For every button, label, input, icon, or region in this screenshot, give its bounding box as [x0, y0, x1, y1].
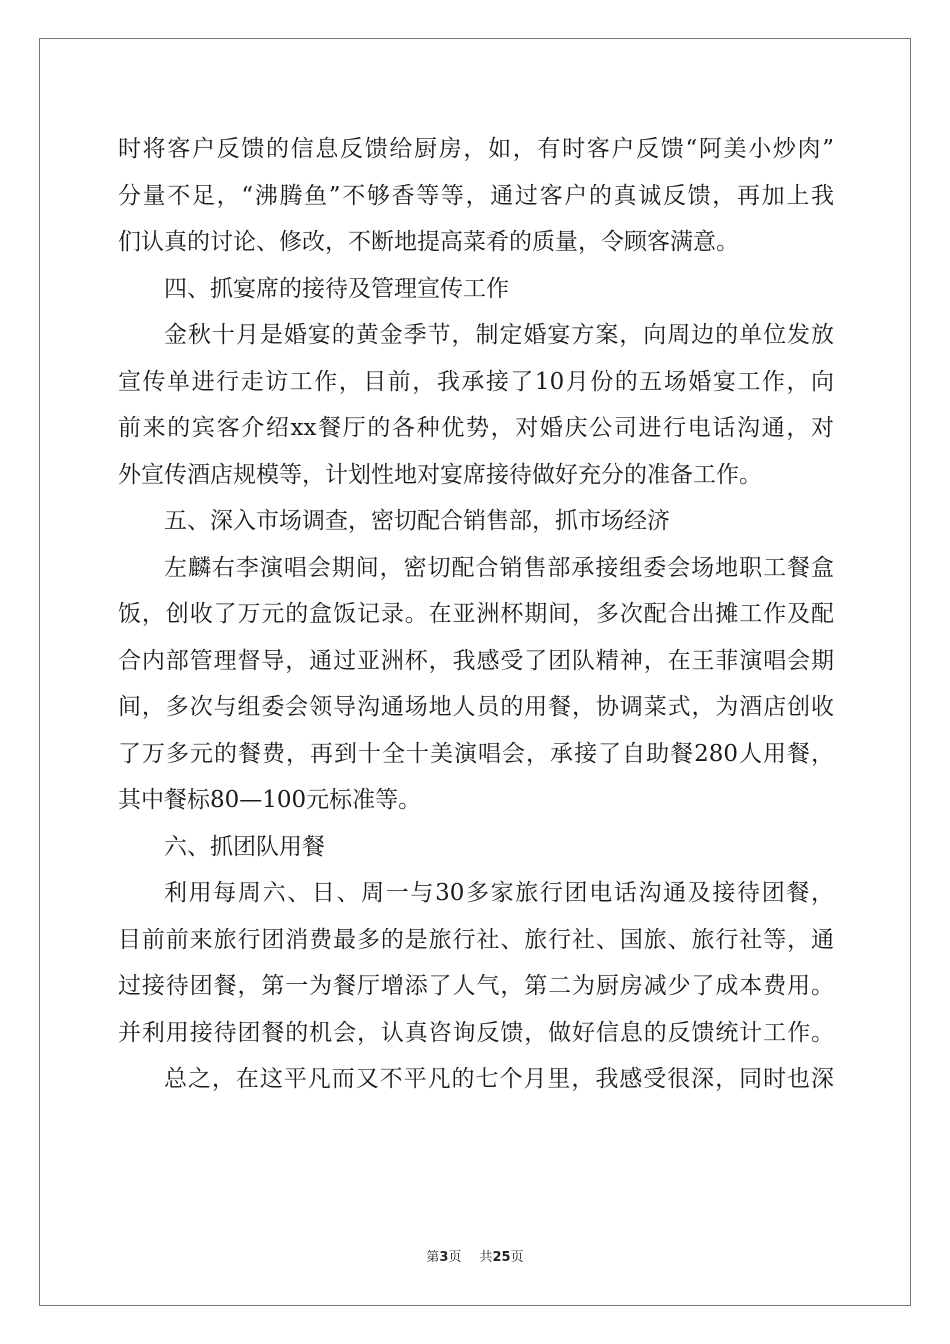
- section-heading: 五、深入市场调查，密切配合销售部，抓市场经济: [164, 508, 670, 534]
- text-line: 饭，创收了万元的盒饭记录。在亚洲杯期间，多次配合出摊工作及配: [118, 601, 834, 627]
- text-line: 其中餐标80—100元标准等。: [118, 787, 422, 813]
- total-prefix: 共: [479, 1250, 493, 1265]
- page-prefix: 第: [426, 1250, 440, 1265]
- section-heading: 六、抓团队用餐: [164, 833, 325, 860]
- total-pages: 25: [492, 1250, 511, 1265]
- text-line: 利用每周六、日、周一与30多家旅行团电话沟通及接待团餐，: [164, 880, 834, 906]
- page-number: 3: [439, 1250, 449, 1265]
- page-footer: [0, 1246, 950, 1265]
- text-line: 合内部管理督导，通过亚洲杯，我感受了团队精神，在王菲演唱会期: [118, 647, 834, 674]
- total-suffix: 页: [510, 1250, 524, 1265]
- section-heading: 四、抓宴席的接待及管理宣传工作: [164, 275, 509, 302]
- text-line: 前来的宾客介绍xx餐厅的各种优势，对婚庆公司进行电话沟通，对: [118, 415, 834, 441]
- text-line: 目前前来旅行团消费最多的是旅行社、旅行社、国旅、旅行社等，通: [118, 926, 834, 953]
- document-body: [118, 126, 834, 1103]
- text-line: 间，多次与组委会领导沟通场地人员的用餐，协调菜式，为酒店创收: [118, 694, 834, 720]
- page-suffix: 页: [448, 1250, 462, 1265]
- text-line: 外宣传酒店规模等，计划性地对宴席接待做好充分的准备工作。: [118, 461, 762, 488]
- text-line: 时将客户反馈的信息反馈给厨房，如，有时客户反馈“阿美小炒肉”: [118, 136, 834, 162]
- text-line: 们认真的讨论、修改，不断地提高菜肴的质量，令顾客满意。: [118, 229, 739, 255]
- text-line: 并利用接待团餐的机会，认真咨询反馈，做好信息的反馈统计工作。: [118, 1019, 834, 1046]
- text-line: 左麟右李演唱会期间，密切配合销售部承接组委会场地职工餐盒: [164, 554, 834, 581]
- text-line: 了万多元的餐费，再到十全十美演唱会，承接了自助餐280人用餐，: [118, 740, 834, 767]
- text-line: 过接待团餐，第一为餐厅增添了人气，第二为厨房减少了成本费用。: [118, 973, 834, 999]
- text-line: 宣传单进行走访工作，目前，我承接了10月份的五场婚宴工作，向: [118, 368, 834, 395]
- text-line: 金秋十月是婚宴的黄金季节，制定婚宴方案，向周边的单位发放: [164, 322, 834, 348]
- text-line: 总之，在这平凡而又不平凡的七个月里，我感受很深，同时也深: [164, 1066, 834, 1092]
- text-line: 分量不足，“沸腾鱼”不够香等等，通过客户的真诚反馈，再加上我: [118, 182, 834, 209]
